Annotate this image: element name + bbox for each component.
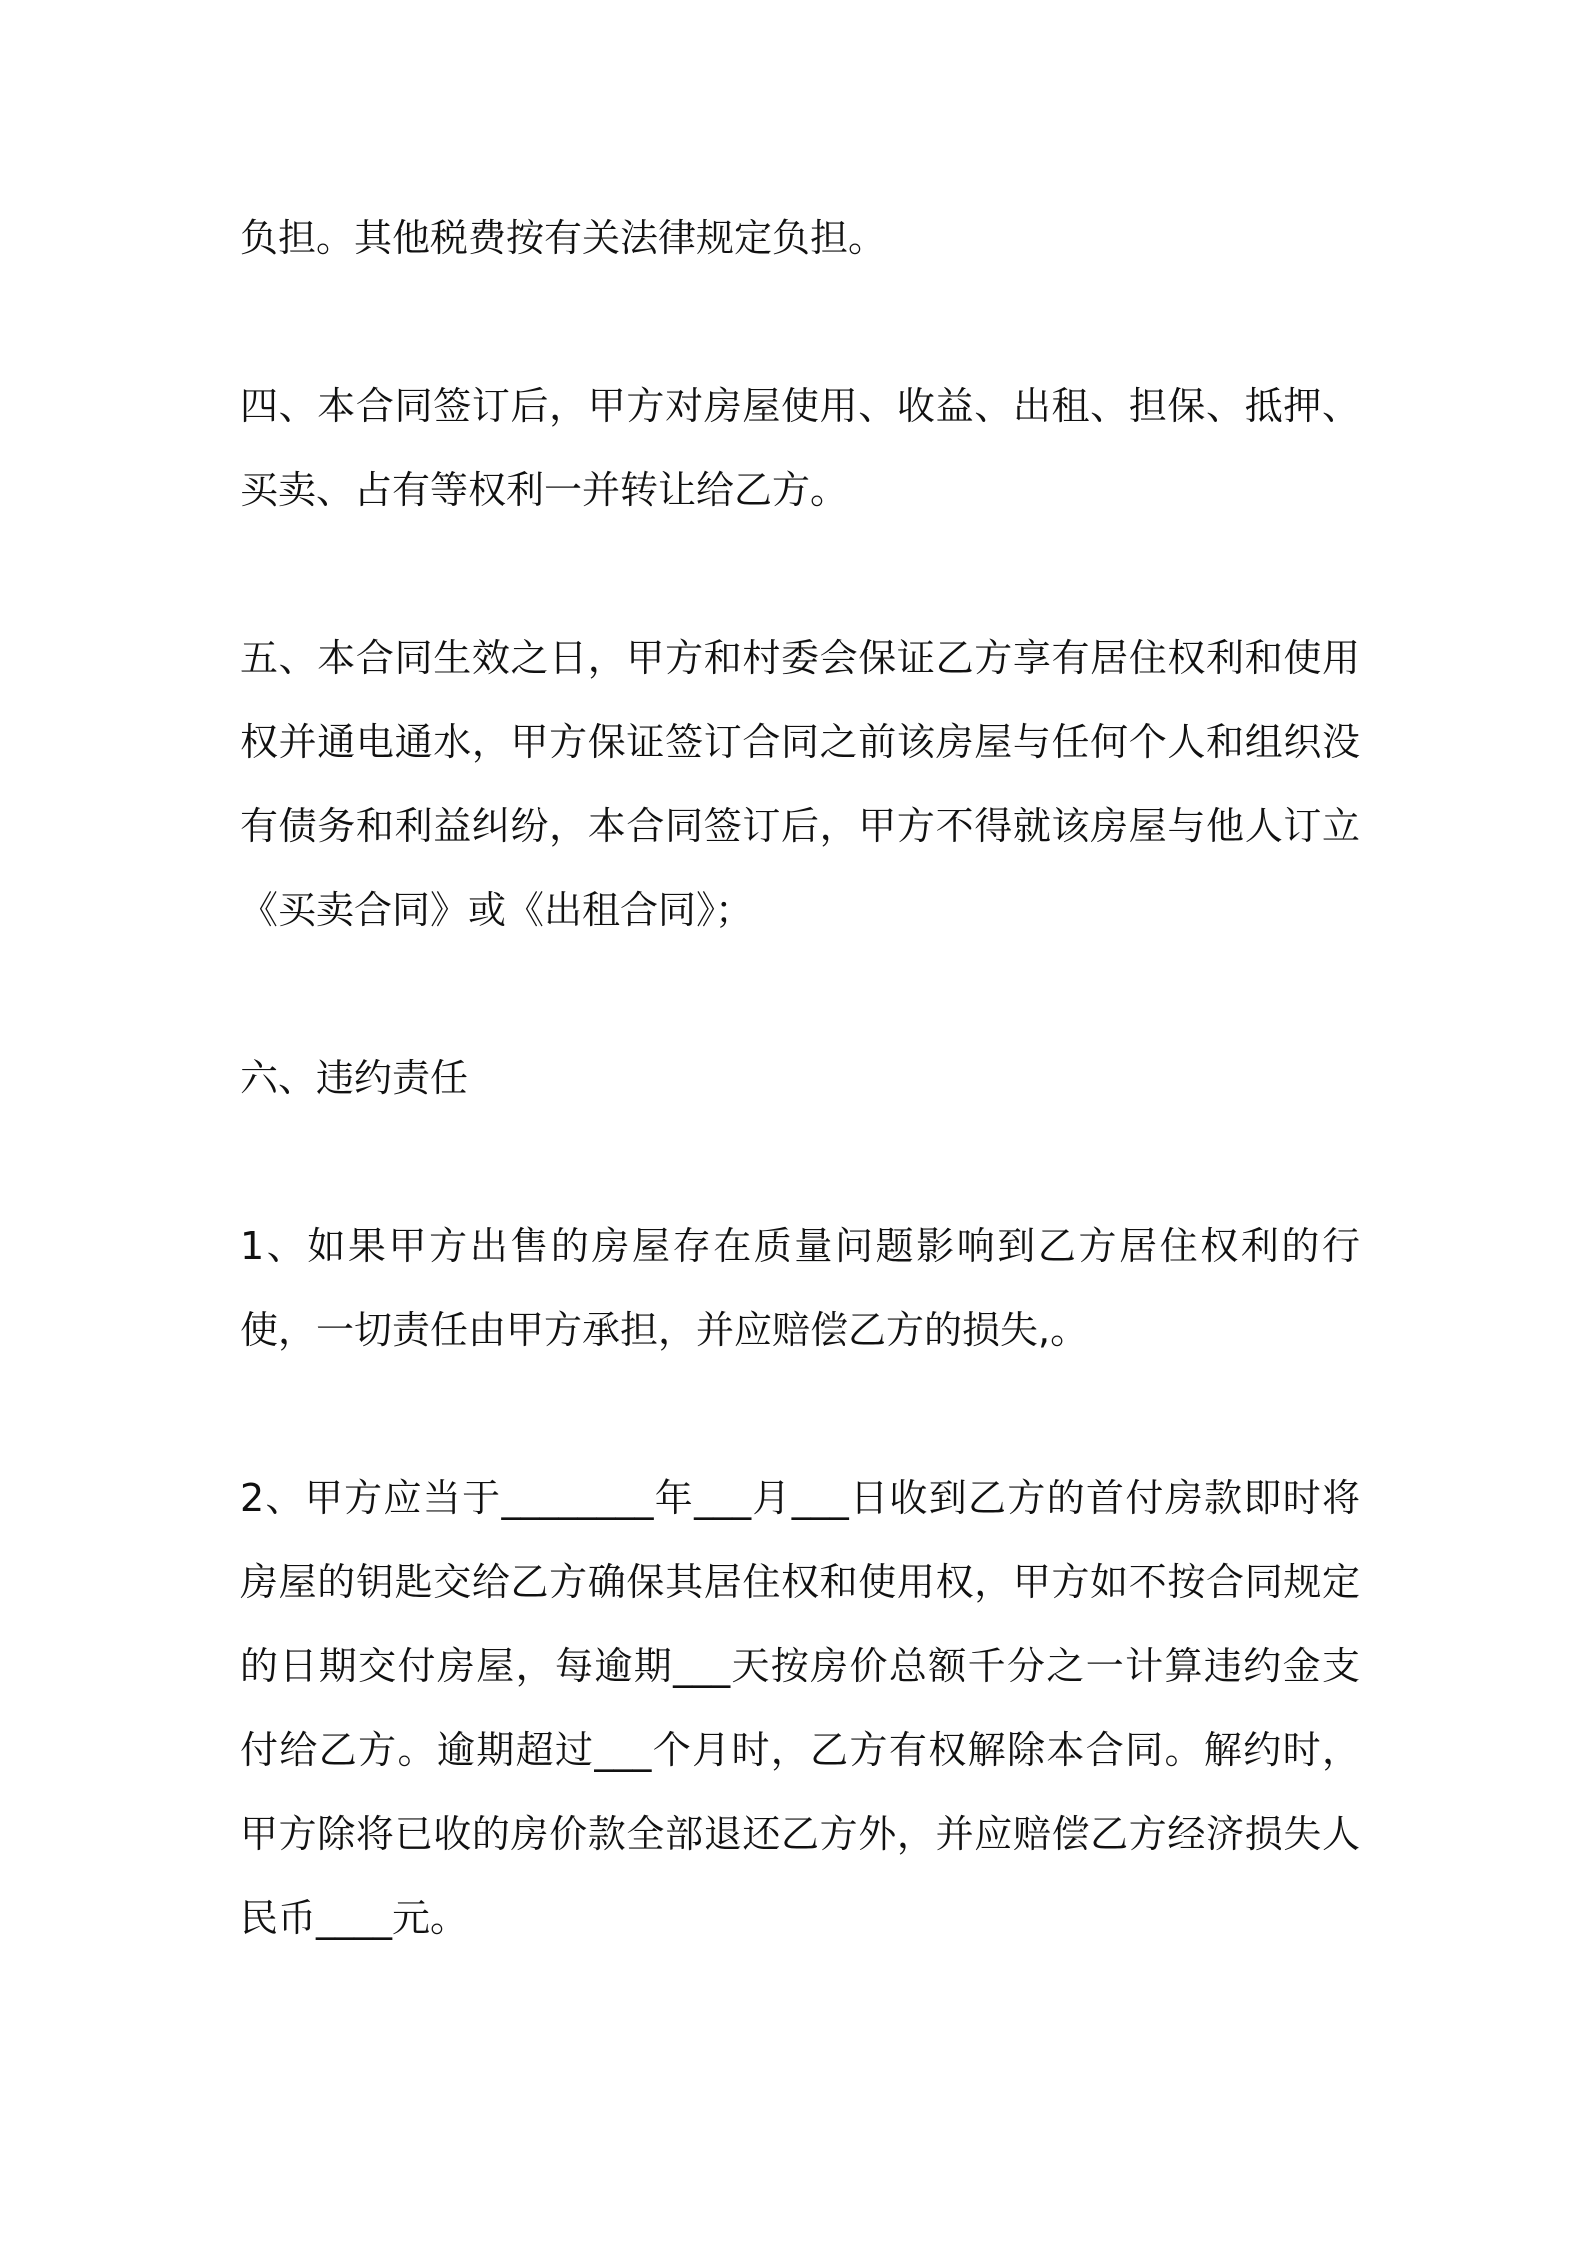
paragraph-clause-5: 五、本合同生效之日，甲方和村委会保证乙方享有居住权利和使用权并通电通水，甲方保证签订合同之前该房屋与任何个人和组织没有债务和利益纠纷，本合同签订后，甲方不得就该房屋与他人订立《买卖合同》或《出租合同》； (240, 636, 1360, 932)
document-page (240, 196, 1360, 1960)
paragraph-breach-item-2: 2、甲方应当于________年___月___日收到乙方的首付房款即时将房屋的钥匙交给乙方确保其居住权和使用权，甲方如不按合同规定的日期交付房屋，每逾期___天按房价总额千分之一计算违约金支付给乙方。逾期超过___个月时，乙方有权解除本合同。解约时，甲方除将已收的房价款全部退还乙方外，并应赔偿乙方经济损失人民币____元。 (240, 1476, 1360, 1940)
paragraph-clause-4: 四、本合同签订后，甲方对房屋使用、收益、出租、担保、抵押、买卖、占有等权利一并转让给乙方。 (240, 384, 1360, 512)
section-heading-breach-liability: 六、违约责任 (240, 1056, 469, 1100)
paragraph-breach-item-1: 1、如果甲方出售的房屋存在质量问题影响到乙方居住权利的行使，一切责任由甲方承担，并应赔偿乙方的损失,。 (240, 1224, 1360, 1352)
paragraph-tax-burden: 负担。其他税费按有关法律规定负担。 (240, 216, 887, 260)
